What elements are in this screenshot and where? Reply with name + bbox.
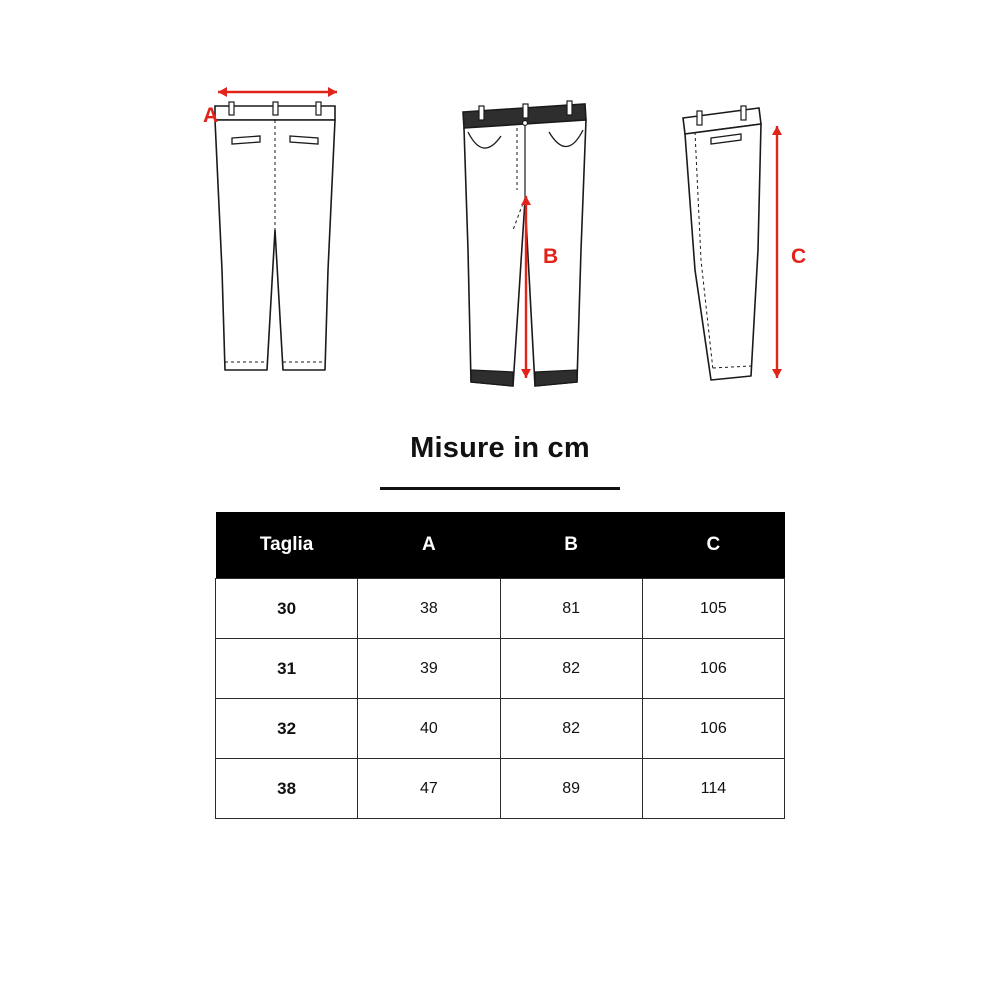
cell-b: 82 — [500, 639, 642, 699]
trousers-side-view — [435, 70, 615, 410]
table-row — [216, 639, 785, 699]
illustration-area — [0, 0, 1000, 420]
cell-b: 81 — [500, 579, 642, 639]
column-header-b: B — [500, 512, 642, 579]
table-row — [216, 579, 785, 639]
size-table — [215, 512, 785, 819]
table-row — [216, 699, 785, 759]
column-header-a: A — [358, 512, 500, 579]
cell-c: 106 — [642, 639, 784, 699]
table-row — [216, 759, 785, 819]
cell-size: 31 — [216, 639, 358, 699]
trousers-back-view — [655, 70, 825, 410]
column-header-taglia: Taglia — [216, 512, 358, 579]
cell-c: 114 — [642, 759, 784, 819]
cell-c: 106 — [642, 699, 784, 759]
title-block — [0, 432, 1000, 490]
column-header-c: C — [642, 512, 784, 579]
cell-b: 82 — [500, 699, 642, 759]
table-header-row — [216, 512, 785, 579]
cell-size: 38 — [216, 759, 358, 819]
cell-size: 30 — [216, 579, 358, 639]
measure-label-a: A — [203, 104, 219, 127]
size-table-body — [216, 579, 785, 819]
size-table-wrapper — [215, 512, 785, 819]
cell-a: 47 — [358, 759, 500, 819]
measure-label-b: B — [543, 245, 559, 268]
measure-label-c: C — [791, 245, 807, 268]
page-title: Misure in cm — [410, 432, 590, 464]
size-table-head — [216, 512, 785, 579]
cell-a: 38 — [358, 579, 500, 639]
cell-a: 39 — [358, 639, 500, 699]
cell-a: 40 — [358, 699, 500, 759]
title-divider — [380, 487, 620, 490]
cell-size: 32 — [216, 699, 358, 759]
cell-b: 89 — [500, 759, 642, 819]
cell-c: 105 — [642, 579, 784, 639]
